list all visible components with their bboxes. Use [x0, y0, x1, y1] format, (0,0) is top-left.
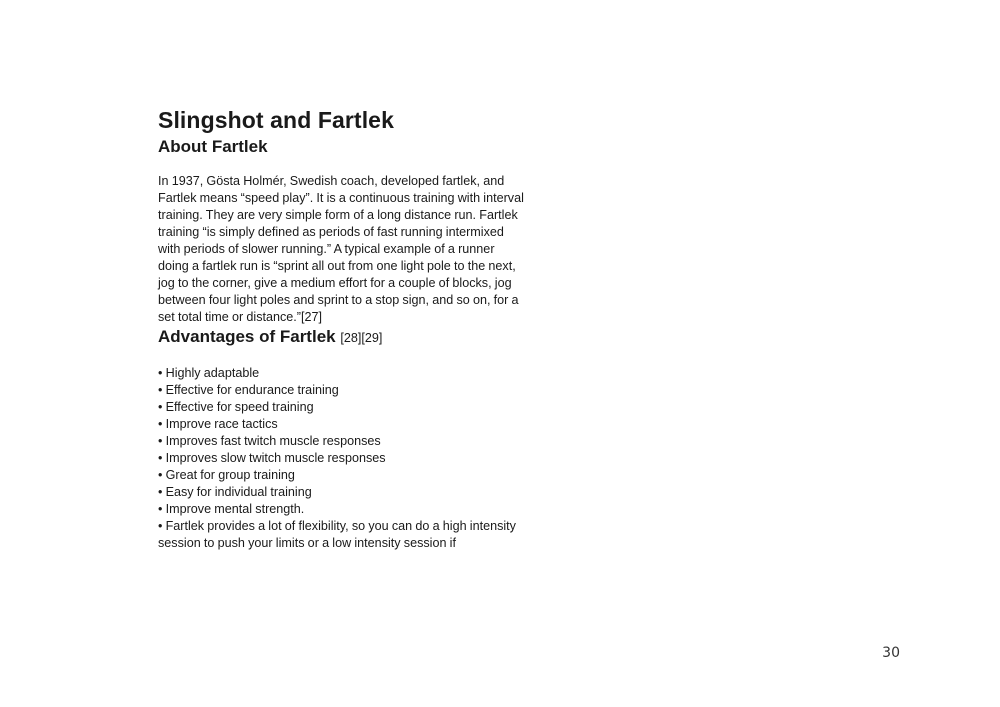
- list-item: • Effective for endurance training: [158, 382, 528, 399]
- advantages-list: [158, 365, 528, 552]
- page-content: [158, 104, 528, 552]
- list-item: • Effective for speed training: [158, 399, 528, 416]
- list-item: • Improve mental strength.: [158, 501, 528, 518]
- list-item: • Highly adaptable: [158, 365, 528, 382]
- list-item: • Fartlek provides a lot of flexibility, so you can do a high intensity session to push your limits or a low intensity session if: [158, 518, 528, 552]
- about-paragraph: In 1937, Gösta Holmér, Swedish coach, developed fartlek, and Fartlek means “speed play”. It is a continuous training with interval training. They are very simple form of a long distance run. Fartlek training “is simply defined as periods of fast running intermixed with periods of slower running.” A typical example of a runner doing a fartlek run is “sprint all out from one light pole to the next, jog to the corner, give a medium effort for a couple of blocks, jog between four light poles and sprint to a stop sign, and so on, for a set total time or distance.”[27]: [158, 174, 524, 324]
- list-item: • Easy for individual training: [158, 484, 528, 501]
- advantages-references: [28][29]: [340, 331, 383, 345]
- list-item: • Great for group training: [158, 467, 528, 484]
- advantages-heading: [158, 326, 528, 349]
- page-title: Slingshot and Fartlek: [158, 107, 394, 133]
- page-number: 30: [882, 645, 900, 661]
- list-item: • Improve race tactics: [158, 416, 528, 433]
- advantages-heading-text: Advantages of Fartlek: [158, 327, 336, 346]
- about-heading: About Fartlek: [158, 137, 268, 156]
- list-item: • Improves slow twitch muscle responses: [158, 450, 528, 467]
- list-item: • Improves fast twitch muscle responses: [158, 433, 528, 450]
